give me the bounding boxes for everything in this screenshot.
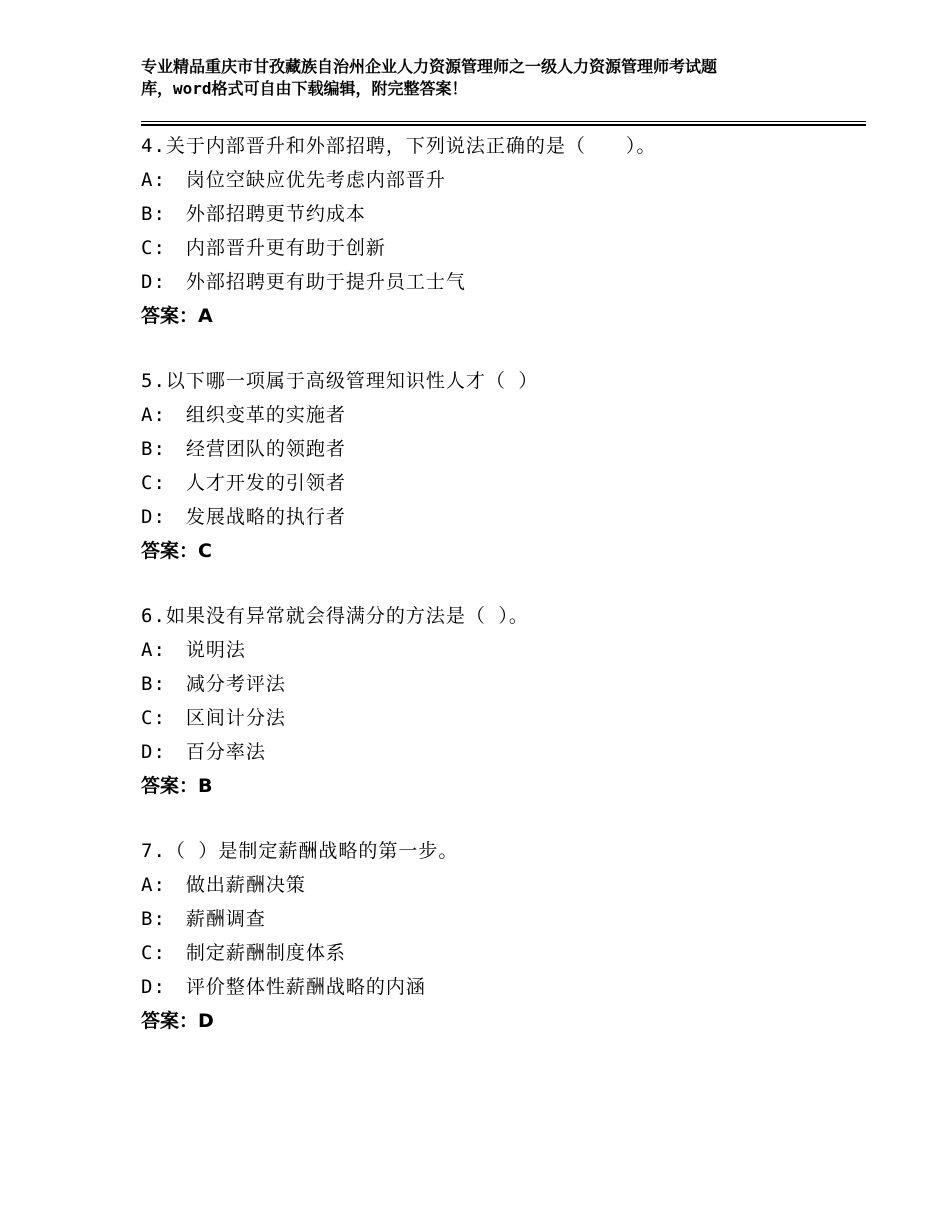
answer-value: D bbox=[198, 1010, 214, 1032]
answer-row bbox=[141, 299, 861, 333]
answer-value: C bbox=[198, 540, 212, 562]
option-b: B: 经营团队的领跑者 bbox=[141, 438, 346, 460]
option-c: C: 制定薪酬制度体系 bbox=[141, 942, 346, 964]
option-b: B: 减分考评法 bbox=[141, 673, 286, 695]
question-stem: 4.关于内部晋升和外部招聘，下列说法正确的是（ ）。 bbox=[141, 135, 657, 157]
option-a: A: 组织变革的实施者 bbox=[141, 404, 346, 426]
header-divider-thick bbox=[141, 124, 866, 126]
header-divider-thin bbox=[141, 121, 866, 122]
question-list bbox=[141, 129, 861, 1069]
option-d: D: 百分率法 bbox=[141, 741, 266, 763]
question-stem: 5.以下哪一项属于高级管理知识性人才（ ） bbox=[141, 370, 539, 392]
option-a: A: 说明法 bbox=[141, 639, 246, 661]
option-c: C: 人才开发的引领者 bbox=[141, 472, 346, 494]
answer-row bbox=[141, 1004, 861, 1038]
answer-row bbox=[141, 769, 861, 803]
option-d: D: 外部招聘更有助于提升员工士气 bbox=[141, 271, 466, 293]
question-4 bbox=[141, 129, 861, 333]
answer-label: 答案： bbox=[141, 305, 199, 327]
document-header bbox=[141, 56, 841, 100]
option-b: B: 薪酬调查 bbox=[141, 908, 266, 930]
answer-value: B bbox=[198, 775, 213, 797]
option-d: D: 评价整体性薪酬战略的内涵 bbox=[141, 976, 426, 998]
option-c: C: 区间计分法 bbox=[141, 707, 286, 729]
header-line-2: 库，word格式可自由下载编辑，附完整答案！ bbox=[141, 79, 468, 98]
option-d: D: 发展战略的执行者 bbox=[141, 506, 346, 528]
answer-label: 答案： bbox=[141, 540, 199, 562]
question-6 bbox=[141, 599, 861, 803]
option-a: A: 岗位空缺应优先考虑内部晋升 bbox=[141, 169, 446, 191]
option-c: C: 内部晋升更有助于创新 bbox=[141, 237, 386, 259]
question-stem: 7.（ ）是制定薪酬战略的第一步。 bbox=[141, 840, 459, 862]
question-stem: 6.如果没有异常就会得满分的方法是（ ）。 bbox=[141, 605, 529, 627]
question-5 bbox=[141, 364, 861, 568]
header-line-1: 专业精品重庆市甘孜藏族自治州企业人力资源管理师之一级人力资源管理师考试题 bbox=[141, 57, 718, 76]
option-a: A: 做出薪酬决策 bbox=[141, 874, 306, 896]
answer-label: 答案： bbox=[141, 1010, 199, 1032]
question-7 bbox=[141, 834, 861, 1038]
answer-label: 答案： bbox=[141, 775, 199, 797]
option-b: B: 外部招聘更节约成本 bbox=[141, 203, 366, 225]
answer-value: A bbox=[198, 305, 213, 327]
answer-row bbox=[141, 534, 861, 568]
